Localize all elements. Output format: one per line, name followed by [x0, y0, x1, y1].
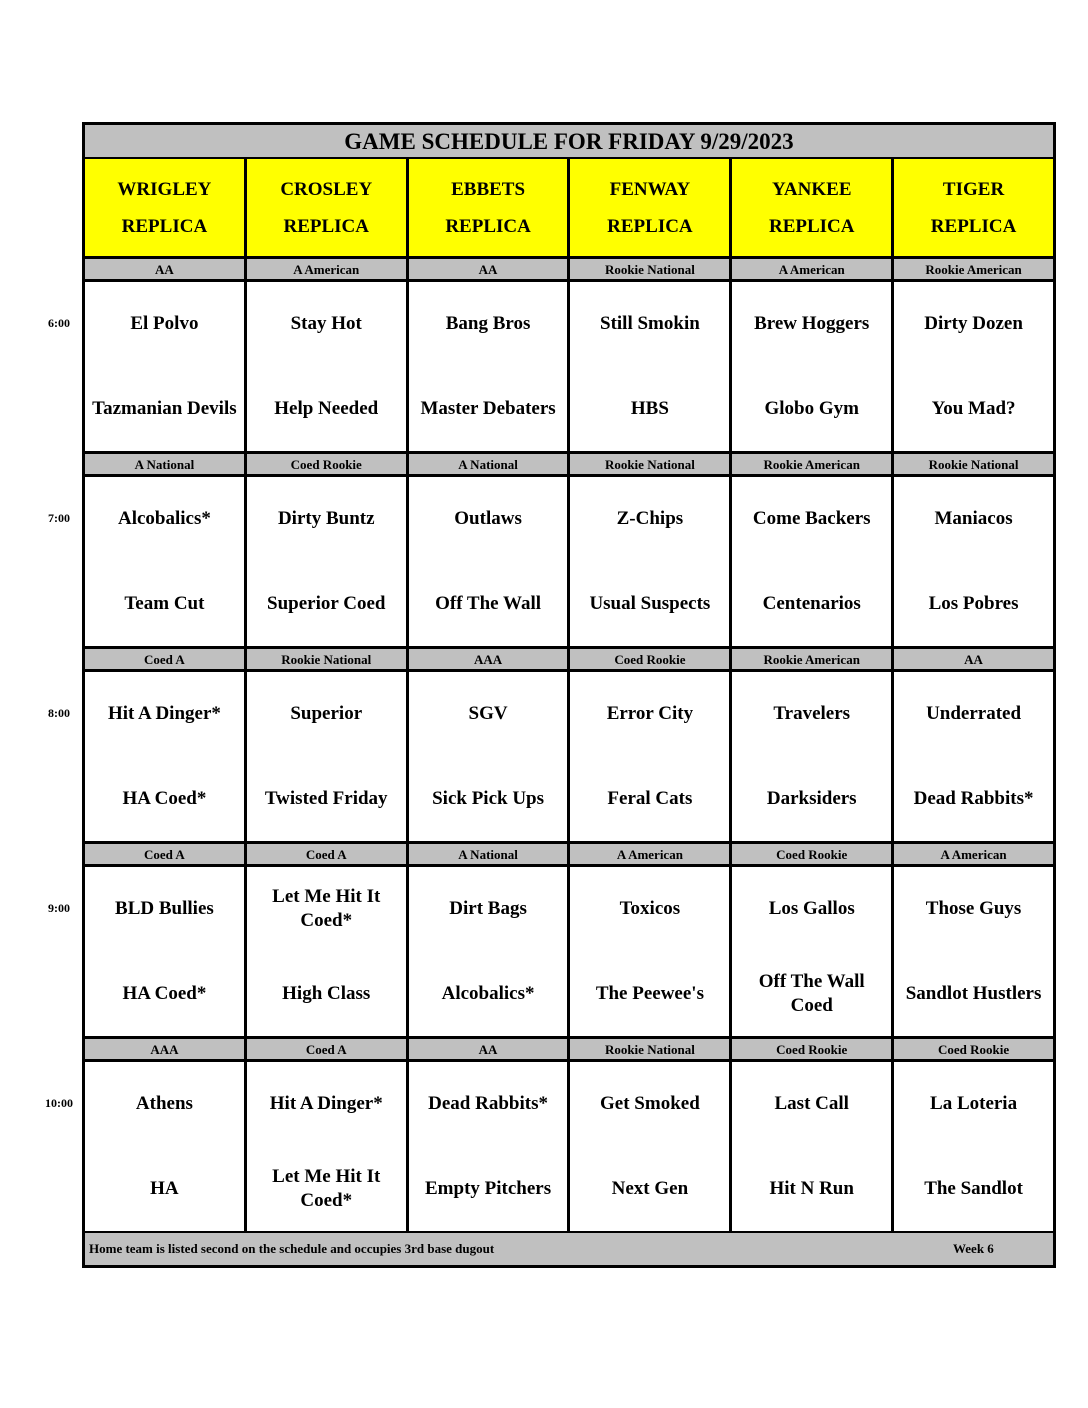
home-team: Darksiders — [766, 788, 857, 809]
time-slot — [85, 454, 1053, 649]
home-team: Superior Coed — [267, 593, 386, 614]
home-team: Off The Wall — [435, 593, 542, 614]
division-label: AA — [964, 652, 983, 667]
division-label: A National — [409, 454, 571, 474]
away-team: Dirt Bags — [449, 898, 527, 919]
game-cell — [894, 477, 1053, 646]
division-label: A American — [940, 847, 1007, 862]
division-label: Coed Rookie — [570, 649, 732, 669]
away-team: BLD Bullies — [115, 898, 214, 919]
field-header-ebbets — [409, 159, 571, 256]
division-label: AAA — [85, 1039, 247, 1059]
game-cell — [732, 1062, 894, 1231]
home-team: HA Coed* — [122, 788, 207, 809]
game-cell — [409, 477, 571, 646]
home-team: Alcobalics* — [441, 983, 535, 1004]
division-label: Coed A — [247, 1039, 409, 1059]
division-label: Rookie National — [570, 1039, 732, 1059]
game-cell — [732, 867, 894, 1036]
time-label: 7:00 — [48, 511, 70, 525]
game-cell — [85, 867, 247, 1036]
game-cell — [732, 477, 894, 646]
away-team: Stay Hot — [290, 313, 362, 334]
away-team: La Loteria — [930, 1093, 1018, 1114]
game-cell — [570, 477, 732, 646]
division-row — [85, 1039, 1053, 1062]
game-cell — [732, 672, 894, 841]
field-subtitle: REPLICA — [768, 216, 855, 237]
away-team: Bang Bros — [445, 313, 531, 334]
game-cell — [570, 282, 732, 451]
home-team: HA — [150, 1178, 179, 1199]
division-label: A American — [732, 259, 894, 279]
away-team: Underrated — [926, 703, 1022, 724]
division-label: Coed Rookie — [937, 1042, 1010, 1057]
away-team: Z-Chips — [616, 508, 684, 529]
away-team: Brew Hoggers — [754, 313, 870, 334]
home-team: Los Pobres — [928, 593, 1019, 614]
division-label: AA — [409, 259, 571, 279]
field-header-row — [85, 159, 1053, 259]
away-team: Dirty Dozen — [924, 313, 1023, 334]
game-cell — [409, 1062, 571, 1231]
field-header-crosley — [247, 159, 409, 256]
home-team: Team Cut — [124, 593, 205, 614]
time-label: 8:00 — [48, 706, 70, 720]
home-team: Help Needed — [274, 398, 379, 419]
game-cell — [732, 282, 894, 451]
away-team: Dirty Buntz — [277, 508, 375, 529]
games-row — [85, 867, 1053, 1039]
away-team: Superior — [290, 703, 363, 724]
time-slot — [85, 649, 1053, 844]
away-team: Hit A Dinger* — [107, 703, 221, 724]
away-team: Let Me Hit It Coed* — [272, 886, 381, 931]
field-header-wrigley — [85, 159, 247, 256]
game-cell — [409, 867, 571, 1036]
division-label: Rookie National — [570, 454, 732, 474]
time-slot — [85, 844, 1053, 1039]
game-cell — [894, 867, 1053, 1036]
home-team: Master Debaters — [420, 398, 556, 419]
game-cell — [570, 1062, 732, 1231]
division-label: Rookie American — [925, 262, 1022, 277]
game-cell — [894, 672, 1053, 841]
home-team: HBS — [630, 398, 669, 419]
division-label: A National — [85, 454, 247, 474]
division-row — [85, 454, 1053, 477]
division-row — [85, 649, 1053, 672]
game-cell — [409, 672, 571, 841]
field-subtitle: REPLICA — [283, 216, 369, 237]
division-label: Coed A — [85, 649, 247, 669]
division-label: A American — [570, 844, 732, 864]
home-team: HA Coed* — [122, 983, 207, 1004]
time-label: 9:00 — [48, 901, 70, 915]
game-cell — [247, 867, 409, 1036]
division-row — [85, 259, 1053, 282]
game-cell — [409, 282, 571, 451]
division-row — [85, 844, 1053, 867]
game-cell — [85, 282, 247, 451]
week-label: Week 6 — [953, 1241, 994, 1256]
time-label: 10:00 — [45, 1096, 73, 1110]
time-label: 6:00 — [48, 316, 70, 330]
away-team: Outlaws — [454, 508, 522, 529]
games-row — [85, 477, 1053, 649]
game-cell — [85, 1062, 247, 1231]
division-label: A American — [247, 259, 409, 279]
away-team: Come Backers — [752, 508, 871, 529]
home-team: You Mad? — [931, 398, 1016, 419]
away-team: Travelers — [773, 703, 851, 724]
time-slot — [85, 1039, 1053, 1234]
away-team: Athens — [135, 1093, 193, 1114]
away-team: Toxicos — [619, 898, 681, 919]
home-team: High Class — [282, 983, 371, 1004]
field-subtitle: REPLICA — [930, 216, 1017, 237]
division-label: Rookie National — [928, 457, 1019, 472]
division-label: AA — [85, 259, 247, 279]
away-team: Last Call — [774, 1093, 849, 1114]
away-team: SGV — [468, 703, 508, 724]
field-name: CROSLEY — [280, 179, 373, 200]
away-team: Error City — [606, 703, 694, 724]
game-cell — [570, 672, 732, 841]
home-team: Usual Suspects — [589, 593, 711, 614]
division-label: Rookie National — [247, 649, 409, 669]
game-cell — [570, 867, 732, 1036]
away-team: Still Smokin — [600, 313, 700, 334]
home-team: Feral Cats — [607, 788, 693, 809]
home-team: Tazmanian Devils — [92, 398, 237, 419]
home-team: Hit N Run — [769, 1178, 854, 1199]
home-team: Sick Pick Ups — [432, 788, 545, 809]
games-row — [85, 1062, 1053, 1234]
game-cell — [247, 477, 409, 646]
field-name: TIGER — [942, 179, 1005, 200]
schedule-title: GAME SCHEDULE FOR FRIDAY 9/29/2023 — [85, 125, 1053, 159]
home-team: Empty Pitchers — [425, 1178, 552, 1199]
home-team: Centenarios — [762, 593, 861, 614]
home-team: Globo Gym — [764, 398, 859, 419]
home-team: Let Me Hit It Coed* — [272, 1166, 381, 1211]
away-team: Alcobalics* — [117, 508, 211, 529]
away-team: Hit A Dinger* — [269, 1093, 383, 1114]
division-label: A National — [409, 844, 571, 864]
home-team: Twisted Friday — [264, 788, 388, 809]
field-name: EBBETS — [451, 179, 526, 200]
game-cell — [247, 672, 409, 841]
game-cell — [894, 1062, 1053, 1231]
home-team: Dead Rabbits* — [913, 788, 1034, 809]
home-team: Off The Wall Coed — [758, 971, 865, 1016]
home-team: The Sandlot — [924, 1178, 1023, 1199]
field-subtitle: REPLICA — [121, 216, 208, 237]
footer-note: Home team is listed second on the schedule and occupies 3rd base dugout — [89, 1241, 495, 1256]
field-name: YANKEE — [771, 179, 852, 200]
field-name: FENWAY — [609, 179, 691, 200]
away-team: Get Smoked — [600, 1093, 700, 1114]
game-cell — [247, 1062, 409, 1231]
away-team: Maniacos — [934, 508, 1013, 529]
away-team: Los Gallos — [768, 898, 855, 919]
division-label: Coed A — [85, 844, 247, 864]
division-label: Coed Rookie — [247, 454, 409, 474]
field-header-yankee — [732, 159, 894, 256]
field-header-tiger — [894, 159, 1053, 256]
game-cell — [894, 282, 1053, 451]
game-cell — [247, 282, 409, 451]
schedule-footer — [85, 1233, 1053, 1265]
away-team: El Polvo — [130, 313, 199, 334]
division-label: Rookie American — [732, 649, 894, 669]
home-team: Next Gen — [611, 1178, 689, 1199]
game-cell — [85, 672, 247, 841]
games-row — [85, 282, 1053, 454]
division-label: Coed A — [247, 844, 409, 864]
home-team: The Peewee's — [595, 983, 704, 1004]
division-label: Rookie American — [732, 454, 894, 474]
schedule-table — [82, 122, 1056, 1268]
field-name: WRIGLEY — [117, 179, 212, 200]
division-label: Coed Rookie — [732, 844, 894, 864]
division-label: Rookie National — [570, 259, 732, 279]
division-label: AA — [409, 1039, 571, 1059]
away-team: Dead Rabbits* — [428, 1093, 548, 1114]
division-label: Coed Rookie — [732, 1039, 894, 1059]
field-subtitle: REPLICA — [445, 216, 531, 237]
time-slot — [85, 259, 1053, 454]
field-subtitle: REPLICA — [607, 216, 693, 237]
game-cell — [85, 477, 247, 646]
away-team: Those Guys — [925, 898, 1022, 919]
home-team: Sandlot Hustlers — [905, 983, 1042, 1004]
field-header-fenway — [570, 159, 732, 256]
division-label: AAA — [409, 649, 571, 669]
games-row — [85, 672, 1053, 844]
